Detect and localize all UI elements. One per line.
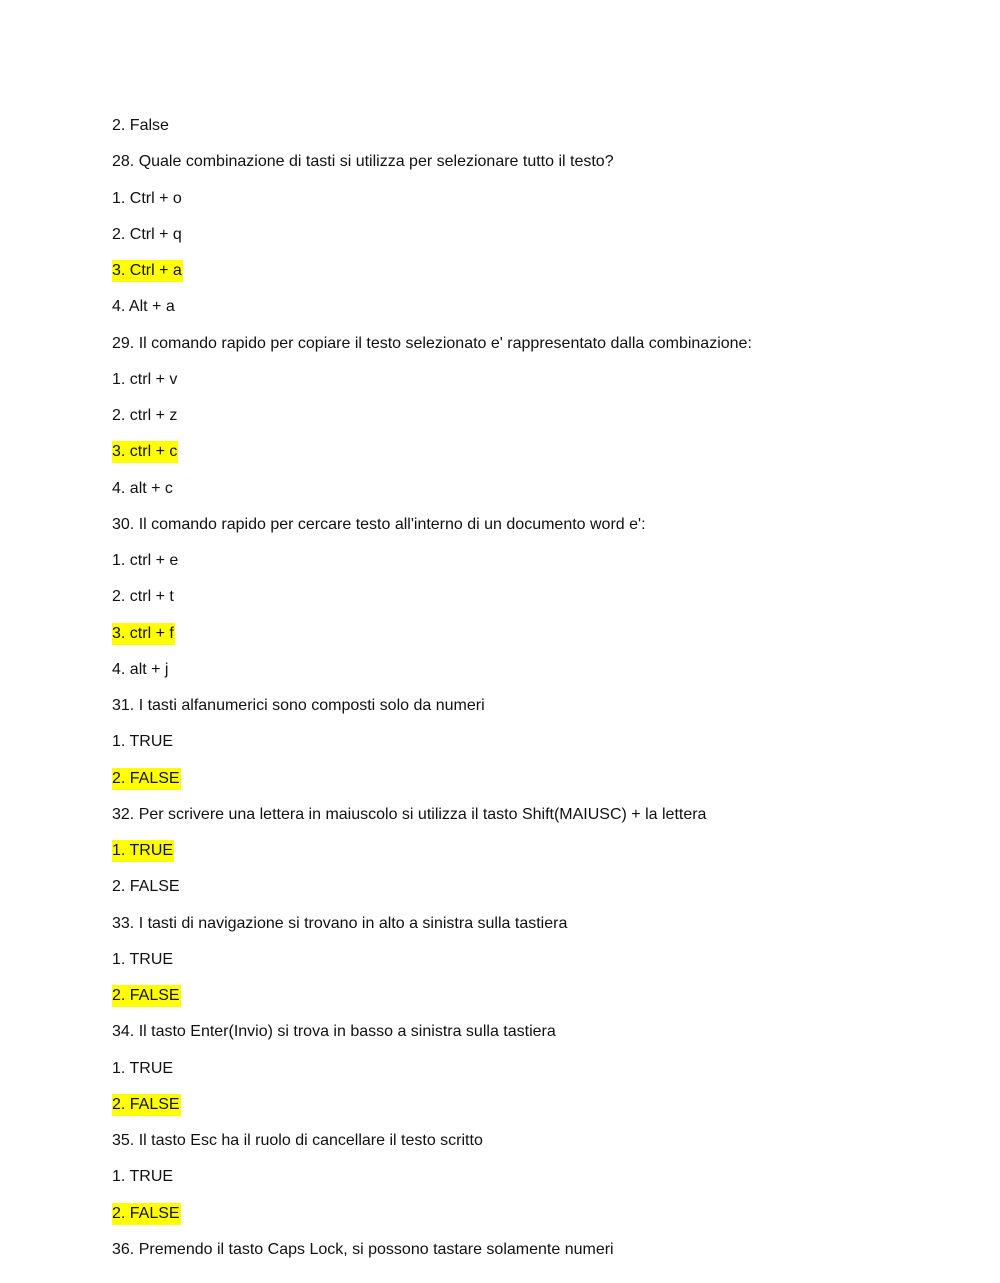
question-line — [112, 1021, 972, 1057]
highlighted-text: 1. TRUE — [112, 840, 174, 862]
line-text: 2. Ctrl + q — [112, 225, 182, 243]
answer-option-line — [112, 731, 972, 767]
line-text: 1. ctrl + e — [112, 552, 179, 569]
answer-option-line — [112, 876, 972, 912]
line-text: 33. I tasti di navigazione si trovano in alto a sinistra sulla tastiera — [112, 914, 568, 932]
answer-option-line — [112, 405, 972, 441]
answer-option-line — [112, 949, 972, 985]
answer-option-line — [112, 369, 972, 405]
line-text: 30. Il comando rapido per cercare testo all'interno di un documento word e': — [112, 515, 646, 533]
line-text: 2. False — [112, 117, 169, 134]
answer-option-line — [112, 1166, 972, 1202]
highlighted-text: 3. Ctrl + a — [112, 260, 183, 282]
line-text: 1. ctrl + v — [112, 370, 178, 388]
question-line — [112, 333, 972, 369]
answer-option-line — [112, 840, 972, 876]
line-text: 31. I tasti alfanumerici sono composti solo da numeri — [112, 697, 485, 714]
highlighted-text: 2. FALSE — [112, 985, 181, 1007]
answer-option-line — [112, 224, 972, 260]
answer-option-line — [112, 586, 972, 622]
line-text: 2. ctrl + t — [112, 588, 174, 606]
line-text: 1. TRUE — [112, 1059, 174, 1077]
answer-option-line — [112, 1058, 972, 1094]
line-text: 34. Il tasto Enter(Invio) si trova in basso a sinistra sulla tastiera — [112, 1023, 556, 1041]
line-text: 1. Ctrl + o — [112, 189, 182, 207]
answer-option-line — [112, 1094, 972, 1130]
document-body — [112, 115, 972, 1275]
highlighted-text: 2. FALSE — [112, 1203, 181, 1225]
highlighted-text: 3. ctrl + c — [112, 441, 178, 463]
question-line — [112, 514, 972, 550]
line-text: 4. Alt + a — [112, 298, 175, 316]
question-line — [112, 695, 972, 731]
line-text: 1. TRUE — [112, 950, 174, 968]
answer-option-line — [112, 478, 972, 514]
answer-option-line — [112, 768, 972, 804]
answer-option-line — [112, 115, 972, 151]
line-text: 29. Il comando rapido per copiare il testo selezionato e' rappresentato dalla combinazione: — [112, 334, 752, 352]
line-text: 32. Per scrivere una lettera in maiuscolo si utilizza il tasto Shift(MAIUSC) + la lettera — [112, 805, 707, 823]
line-text: 4. alt + j — [112, 660, 169, 678]
question-line — [112, 804, 972, 840]
highlighted-text: 2. FALSE — [112, 768, 181, 790]
line-text: 28. Quale combinazione di tasti si utilizza per selezionare tutto il testo? — [112, 153, 614, 171]
line-text: 35. Il tasto Esc ha il ruolo di cancellare il testo scritto — [112, 1132, 483, 1149]
highlighted-text: 3. ctrl + f — [112, 623, 175, 645]
line-text: 2. FALSE — [112, 878, 180, 896]
line-text: 4. alt + c — [112, 479, 173, 497]
answer-option-line — [112, 296, 972, 332]
answer-option-line — [112, 441, 972, 477]
answer-option-line — [112, 550, 972, 586]
question-line — [112, 913, 972, 949]
line-text: 2. ctrl + z — [112, 407, 178, 424]
question-line — [112, 1130, 972, 1166]
answer-option-line — [112, 1203, 972, 1239]
highlighted-text: 2. FALSE — [112, 1094, 181, 1116]
answer-option-line — [112, 623, 972, 659]
answer-option-line — [112, 659, 972, 695]
answer-option-line — [112, 985, 972, 1021]
answer-option-line — [112, 260, 972, 296]
line-text: 1. TRUE — [112, 733, 174, 751]
answer-option-line — [112, 188, 972, 224]
line-text: 1. TRUE — [112, 1168, 174, 1186]
line-text: 36. Premendo il tasto Caps Lock, si possono tastare solamente numeri — [112, 1240, 614, 1258]
question-line — [112, 151, 972, 187]
question-line — [112, 1239, 972, 1275]
